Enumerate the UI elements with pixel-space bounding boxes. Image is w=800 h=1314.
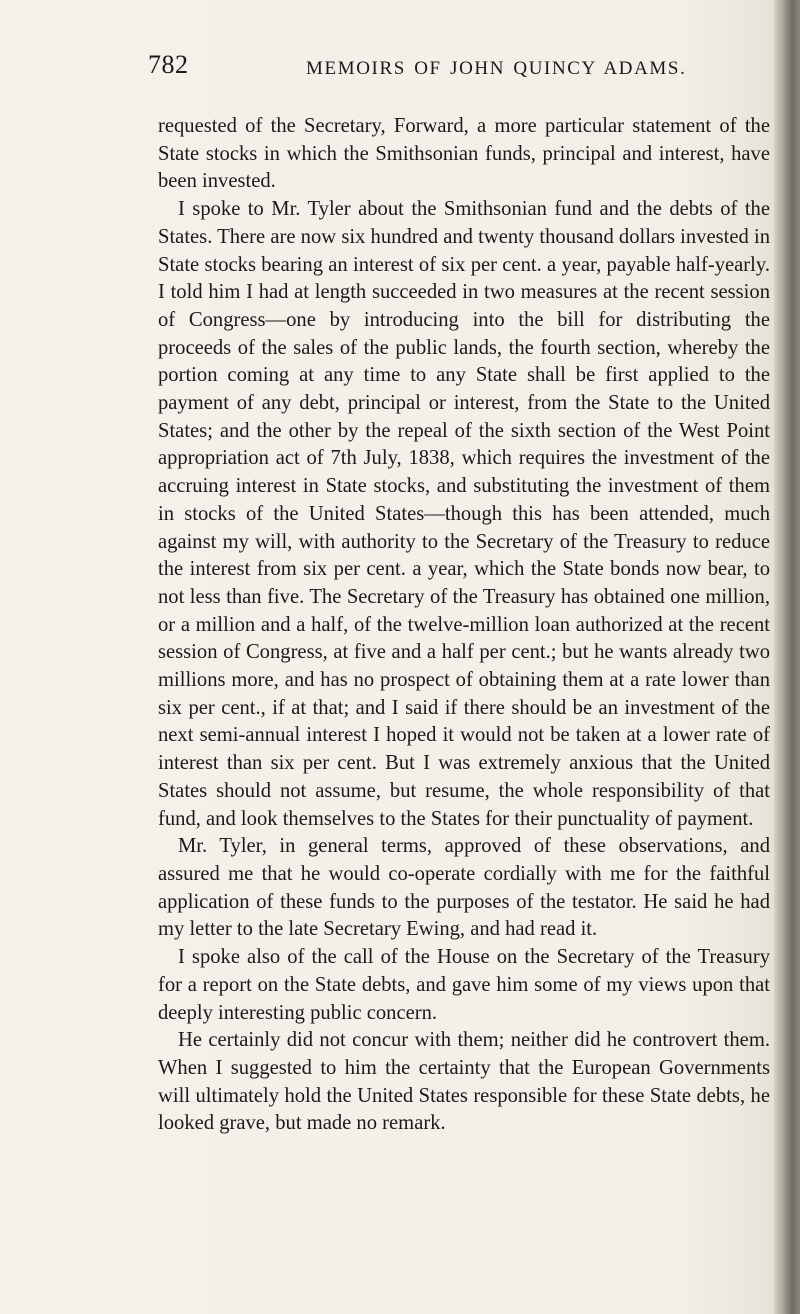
running-head: MEMOIRS OF JOHN QUINCY ADAMS.: [306, 58, 687, 79]
page-number: 782: [148, 50, 189, 79]
page-binding-edge: [774, 0, 800, 1314]
paragraph: I spoke also of the call of the House on the Secretary of the Treasury for a report on the State debts, and gave him some of my views upon that deeply interesting public concern.: [158, 946, 770, 1024]
paragraph: He certainly did not concur with them; neither did he controvert them. When I suggested to him the certainty that the European Governments will ultimately hold the United States responsible for these State debts, he looked grave, but made no remark.: [158, 1029, 770, 1135]
paragraph: Mr. Tyler, in general terms, approved of these observations, and assured me that he would co-operate cordially with me for the faithful application of these funds to the purposes of the testator. He said he had my letter to the late Secretary Ewing, and had read it.: [158, 835, 770, 941]
page-header: [148, 50, 748, 90]
body-text: [158, 113, 770, 1138]
paragraph: I spoke to Mr. Tyler about the Smithsonian fund and the debts of the States. There are now six hundred and twenty thousand dollars invested in State stocks bearing an interest of six per cent. a year, payable half-yearly. I told him I had at length succeeded in two measures at the recent session of Congress—one by introducing into the bill for distributing the proceeds of the sales of the public lands, the fourth section, whereby the portion coming at any time to any State shall be first applied to the payment of any debt, principal or interest, from the State to the United States; and the other by the repeal of the sixth section of the West Point appropriation act of 7th July, 1838, which requires the investment of the accruing interest in State stocks, and substituting the investment of them in stocks of the United States—though this has been attended, much against my will, with authority to the Secretary of the Treasury to reduce the interest from six per cent. a year, which the State bonds now bear, to not less than five. The Secretary of the Treasury has obtained one million, or a million and a half, of the twelve-million loan authorized at the recent session of Congress, at five and a half per cent.; but he wants already two millions more, and has no prospect of obtaining them at a rate lower than six per cent., if at that; and I said if there should be an investment of the next semi-annual interest I hoped it would not be taken at a lower rate of interest than six per cent. But I was extremely anxious that the United States should not assume, but resume, the whole responsibility of that fund, and look themselves to the States for their punctuality of payment.: [158, 198, 770, 830]
paragraph: requested of the Secretary, Forward, a more particular statement of the State stocks in which the Smithsonian funds, principal and interest, have been invested.: [158, 115, 770, 193]
